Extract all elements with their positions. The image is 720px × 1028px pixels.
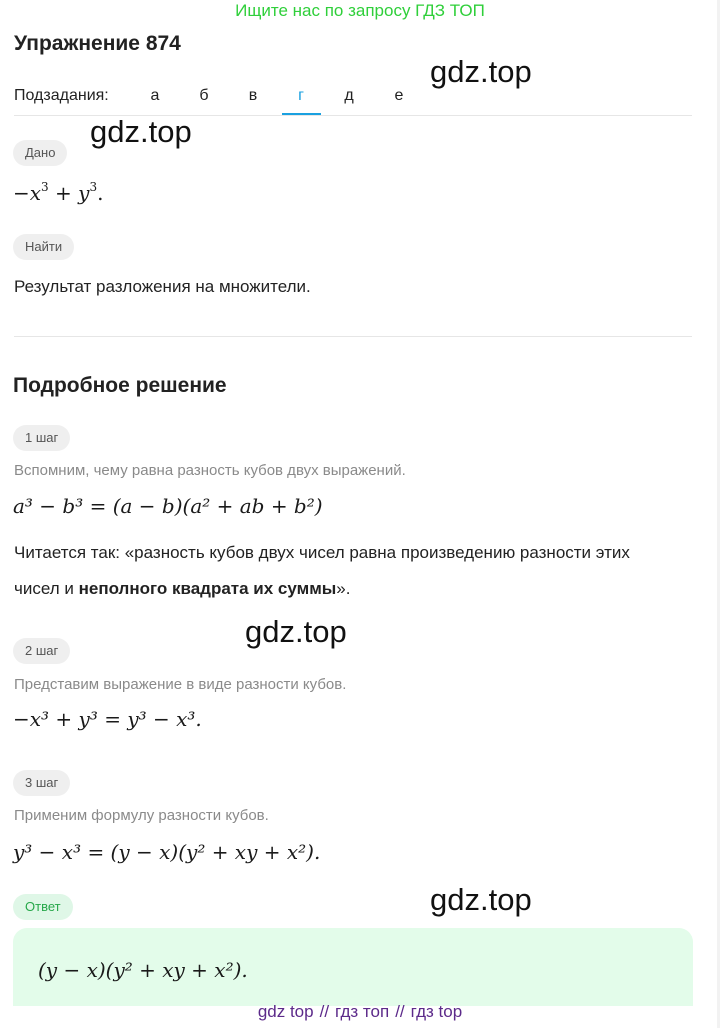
- tab-b[interactable]: б: [199, 87, 209, 104]
- step1-reading-line2: чисел и неполного квадрата их суммы».: [14, 579, 351, 598]
- answer-formula: (y − x)(y² + xy + x²).: [38, 958, 248, 982]
- step1-chip: 1 шаг: [13, 425, 70, 451]
- step3-note: Применим формулу разности кубов.: [14, 807, 269, 824]
- step2-formula: −x³ + y³ = y³ − x³.: [13, 707, 202, 731]
- promo-banner: Ищите нас по запросу ГДЗ ТОП: [235, 1, 485, 20]
- watermark: gdz.top: [90, 114, 192, 149]
- divider: [14, 336, 692, 337]
- step1-reading-line1: Читается так: «разность кубов двух чисел равна произведению разности этих: [14, 543, 630, 562]
- step2-chip: 2 шаг: [13, 638, 70, 664]
- answer-chip: Ответ: [13, 894, 73, 920]
- step1-formula: a³ − b³ = (a − b)(a² + ab + b²): [13, 494, 323, 518]
- solution-heading: Подробное решение: [13, 374, 227, 397]
- given-chip: Дано: [13, 140, 67, 166]
- footer-link-gdz-top-ru[interactable]: гдз топ: [335, 1002, 390, 1021]
- step3-chip: 3 шаг: [13, 770, 70, 796]
- footer-separator: //: [319, 1002, 330, 1021]
- watermark: gdz.top: [430, 882, 532, 917]
- tab-v[interactable]: в: [248, 87, 258, 104]
- subtasks-label: Подзадания:: [14, 87, 109, 104]
- step1-note: Вспомним, чему равна разность кубов двух выражений.: [14, 462, 406, 479]
- tab-d[interactable]: д: [344, 87, 354, 104]
- given-expression: $-x^3 + y^3$.: [13, 180, 104, 205]
- page-title: Упражнение 874: [14, 32, 181, 55]
- tab-g[interactable]: г: [298, 87, 304, 104]
- footer-links: [0, 1002, 720, 1022]
- footer-separator: //: [395, 1002, 405, 1021]
- step2-note: Представим выражение в виде разности кубов.: [14, 676, 347, 693]
- step3-formula: y³ − x³ = (y − x)(y² + xy + x²).: [13, 840, 321, 864]
- tab-a[interactable]: а: [150, 87, 160, 104]
- tab-e[interactable]: е: [394, 87, 404, 104]
- footer-link-gdz-top[interactable]: gdz top: [257, 1002, 314, 1021]
- watermark: gdz.top: [430, 54, 532, 89]
- find-text: Результат разложения на множители.: [14, 277, 311, 296]
- watermark: gdz.top: [245, 614, 347, 649]
- footer-link-gdz-top-mixed[interactable]: гдз top: [410, 1002, 463, 1021]
- find-chip: Найти: [13, 234, 74, 260]
